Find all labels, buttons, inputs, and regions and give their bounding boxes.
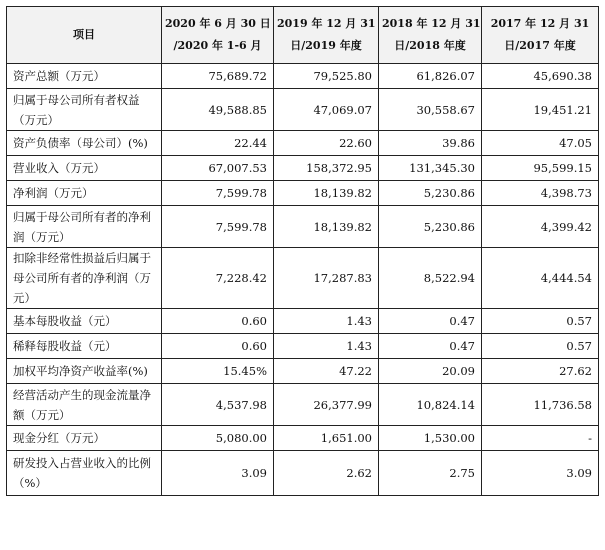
row-label: 资产总额（万元） <box>7 64 162 89</box>
cell-2017: 45,690.38 <box>482 64 599 89</box>
table-row <box>7 426 599 451</box>
cell-2019: 1.43 <box>274 334 379 359</box>
row-label: 稀释每股收益（元） <box>7 334 162 359</box>
cell-2018: 2.75 <box>379 451 482 496</box>
cell-2017: 47.05 <box>482 131 599 156</box>
cell-2018: 8,522.94 <box>379 248 482 309</box>
cell-2017: 0.57 <box>482 309 599 334</box>
cell-2019: 1.43 <box>274 309 379 334</box>
table-header <box>7 7 599 64</box>
header-row <box>7 7 599 64</box>
cell-2020: 7,228.42 <box>162 248 274 309</box>
cell-2020: 75,689.72 <box>162 64 274 89</box>
table-row <box>7 89 599 131</box>
table-body <box>7 64 599 496</box>
row-label: 基本每股收益（元） <box>7 309 162 334</box>
cell-2019: 79,525.80 <box>274 64 379 89</box>
cell-2017: 4,444.54 <box>482 248 599 309</box>
table-row <box>7 451 599 496</box>
cell-2018: 0.47 <box>379 334 482 359</box>
row-label: 资产负债率（母公司）(%) <box>7 131 162 156</box>
cell-2018: 5,230.86 <box>379 206 482 248</box>
cell-2017: - <box>482 426 599 451</box>
table-row <box>7 248 599 309</box>
cell-2019: 2.62 <box>274 451 379 496</box>
cell-2020: 0.60 <box>162 334 274 359</box>
cell-2019: 22.60 <box>274 131 379 156</box>
header-col-2019: 2019 年 12 月 31 日/2019 年度 <box>274 7 379 64</box>
cell-2017: 95,599.15 <box>482 156 599 181</box>
cell-2020: 0.60 <box>162 309 274 334</box>
cell-2018: 1,530.00 <box>379 426 482 451</box>
cell-2017: 19,451.21 <box>482 89 599 131</box>
header-col-2020: 2020 年 6 月 30 日 /2020 年 1-6 月 <box>162 7 274 64</box>
financial-table-container <box>6 6 599 496</box>
cell-2020: 3.09 <box>162 451 274 496</box>
row-label: 扣除非经常性损益后归属于母公司所有者的净利润（万元） <box>7 248 162 309</box>
cell-2017: 27.62 <box>482 359 599 384</box>
cell-2018: 20.09 <box>379 359 482 384</box>
cell-2018: 10,824.14 <box>379 384 482 426</box>
cell-2019: 47.22 <box>274 359 379 384</box>
row-label: 研发投入占营业收入的比例（%） <box>7 451 162 496</box>
row-label: 现金分红（万元） <box>7 426 162 451</box>
row-label: 营业收入（万元） <box>7 156 162 181</box>
cell-2018: 131,345.30 <box>379 156 482 181</box>
cell-2019: 47,069.07 <box>274 89 379 131</box>
row-label: 加权平均净资产收益率(%) <box>7 359 162 384</box>
table-row <box>7 156 599 181</box>
cell-2020: 4,537.98 <box>162 384 274 426</box>
cell-2020: 5,080.00 <box>162 426 274 451</box>
row-label: 归属于母公司所有者权益（万元） <box>7 89 162 131</box>
cell-2019: 17,287.83 <box>274 248 379 309</box>
table-row <box>7 206 599 248</box>
cell-2020: 22.44 <box>162 131 274 156</box>
cell-2017: 4,398.73 <box>482 181 599 206</box>
table-row <box>7 309 599 334</box>
header-col-2017: 2017 年 12 月 31 日/2017 年度 <box>482 7 599 64</box>
cell-2017: 11,736.58 <box>482 384 599 426</box>
row-label: 经营活动产生的现金流量净额（万元） <box>7 384 162 426</box>
table-row <box>7 131 599 156</box>
table-row <box>7 359 599 384</box>
cell-2020: 7,599.78 <box>162 181 274 206</box>
header-col-2018: 2018 年 12 月 31 日/2018 年度 <box>379 7 482 64</box>
cell-2019: 18,139.82 <box>274 181 379 206</box>
cell-2018: 39.86 <box>379 131 482 156</box>
cell-2020: 7,599.78 <box>162 206 274 248</box>
cell-2020: 15.45% <box>162 359 274 384</box>
cell-2020: 67,007.53 <box>162 156 274 181</box>
table-row <box>7 181 599 206</box>
cell-2018: 5,230.86 <box>379 181 482 206</box>
header-item: 项目 <box>7 7 162 64</box>
table-row <box>7 334 599 359</box>
cell-2020: 49,588.85 <box>162 89 274 131</box>
cell-2018: 61,826.07 <box>379 64 482 89</box>
cell-2019: 158,372.95 <box>274 156 379 181</box>
cell-2019: 18,139.82 <box>274 206 379 248</box>
table-row <box>7 64 599 89</box>
cell-2017: 0.57 <box>482 334 599 359</box>
cell-2018: 0.47 <box>379 309 482 334</box>
cell-2017: 3.09 <box>482 451 599 496</box>
cell-2019: 1,651.00 <box>274 426 379 451</box>
cell-2017: 4,399.42 <box>482 206 599 248</box>
row-label: 净利润（万元） <box>7 181 162 206</box>
table-row <box>7 384 599 426</box>
cell-2018: 30,558.67 <box>379 89 482 131</box>
cell-2019: 26,377.99 <box>274 384 379 426</box>
row-label: 归属于母公司所有者的净利润（万元） <box>7 206 162 248</box>
financial-summary-table <box>6 6 599 496</box>
